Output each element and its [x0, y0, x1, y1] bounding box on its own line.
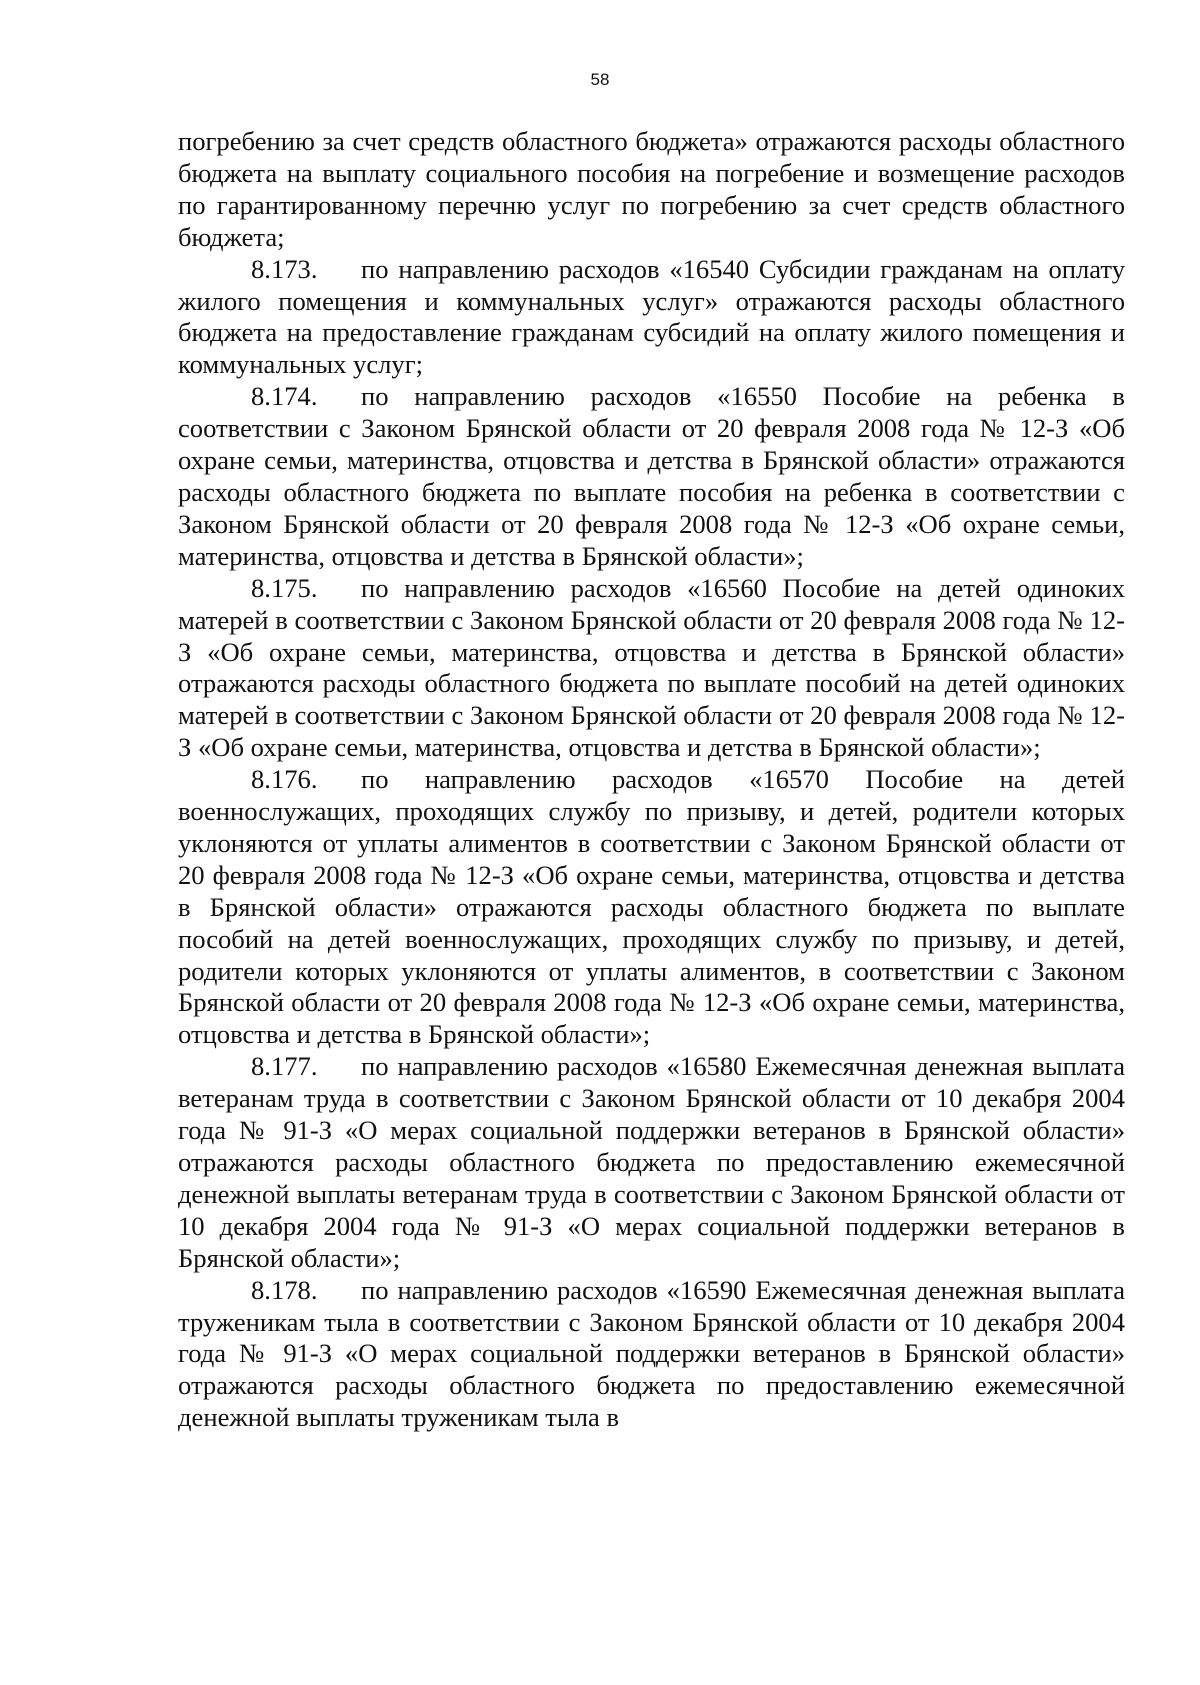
- document-body: [178, 126, 1125, 1434]
- clause-number: 8.178.: [251, 1274, 318, 1305]
- paragraph-text: по направлению расходов «16590 Ежемесячная денежная выплата труженикам тыла в соответствии с Законом Брянской области от 10 декабря 2004 года № 91-З «О мерах социальной поддержки ветеранов в Брянской области» отражаются расходы областного бюджета по предоставлению ежемесячной денежной выплаты труженикам тыла в: [178, 1274, 1125, 1433]
- page-number: 58: [590, 70, 610, 89]
- clause-number: 8.175.: [251, 572, 318, 603]
- paragraph-8-177: [178, 1051, 1125, 1274]
- paragraph-8-176: [178, 764, 1125, 1051]
- paragraph-8-178: [178, 1275, 1125, 1435]
- clause-number: 8.176.: [251, 764, 318, 795]
- paragraph-8-175: [178, 573, 1125, 764]
- paragraph-text: по направлению расходов «16550 Пособие на ребенка в соответствии с Законом Брянской области от 20 февраля 2008 года № 12-З «Об охране семьи, материнства, отцовства и детства в Брянской области» отражаются расходы областного бюджета по выплате пособия на ребенка в соответствии с Законом Брянской области от 20 февраля 2008 года № 12-З «Об охране семьи, материнства, отцовства и детства в Брянской области»;: [178, 381, 1125, 571]
- paragraph-continuation: [178, 126, 1125, 254]
- paragraph-text: погребению за счет средств областного бюджета» отражаются расходы областного бюджета на выплату социального пособия на погребение и возмещение расходов по гарантированному перечню услуг по погребению за счет средств областного бюджета;: [178, 126, 1125, 252]
- clause-number: 8.174.: [251, 381, 318, 412]
- paragraph-text: по направлению расходов «16570 Пособие на детей военнослужащих, проходящих службу по призыву, и детей, родители которых уклоняются от уплаты алиментов в соответствии с Законом Брянской области от 20 февраля 2008 года № 12-З «Об охране семьи, материнства, отцовства и детства в Брянской области» отражаются расходы областного бюджета по выплате пособий на детей военнослужащих, проходящих службу по призыву, и детей, родители которых уклоняются от уплаты алиментов, в соответствии с Законом Брянской области от 20 февраля 2008 года № 12-З «Об охране семьи, материнства, отцовства и детства в Брянской области»;: [178, 764, 1125, 1050]
- paragraph-text: по направлению расходов «16560 Пособие на детей одиноких матерей в соответствии с Законом Брянской области от 20 февраля 2008 года № 12-З «Об охране семьи, материнства, отцовства и детства в Брянской области» отражаются расходы областного бюджета по выплате пособий на детей одиноких матерей в соответствии с Законом Брянской области от 20 февраля 2008 года № 12-З «Об охране семьи, материнства, отцовства и детства в Брянской области»;: [178, 572, 1125, 763]
- paragraph-8-174: [178, 381, 1125, 572]
- clause-number: 8.173.: [251, 253, 318, 284]
- paragraph-text: по направлению расходов «16540 Субсидии гражданам на оплату жилого помещения и коммунальных услуг» отражаются расходы областного бюджета на предоставление гражданам субсидий на оплату жилого помещения и коммунальных услуг;: [178, 253, 1125, 380]
- paragraph-8-173: [178, 254, 1125, 382]
- paragraph-text: по направлению расходов «16580 Ежемесячная денежная выплата ветеранам труда в соответствии с Законом Брянской области от 10 декабря 2004 года № 91-З «О мерах социальной поддержки ветеранов в Брянской области» отражаются расходы областного бюджета по предоставлению ежемесячной денежной выплаты ветеранам труда в соответствии с Законом Брянской области от 10 декабря 2004 года № 91-З «О мерах социальной поддержки ветеранов в Брянской области»;: [178, 1051, 1125, 1273]
- clause-number: 8.177.: [251, 1051, 318, 1082]
